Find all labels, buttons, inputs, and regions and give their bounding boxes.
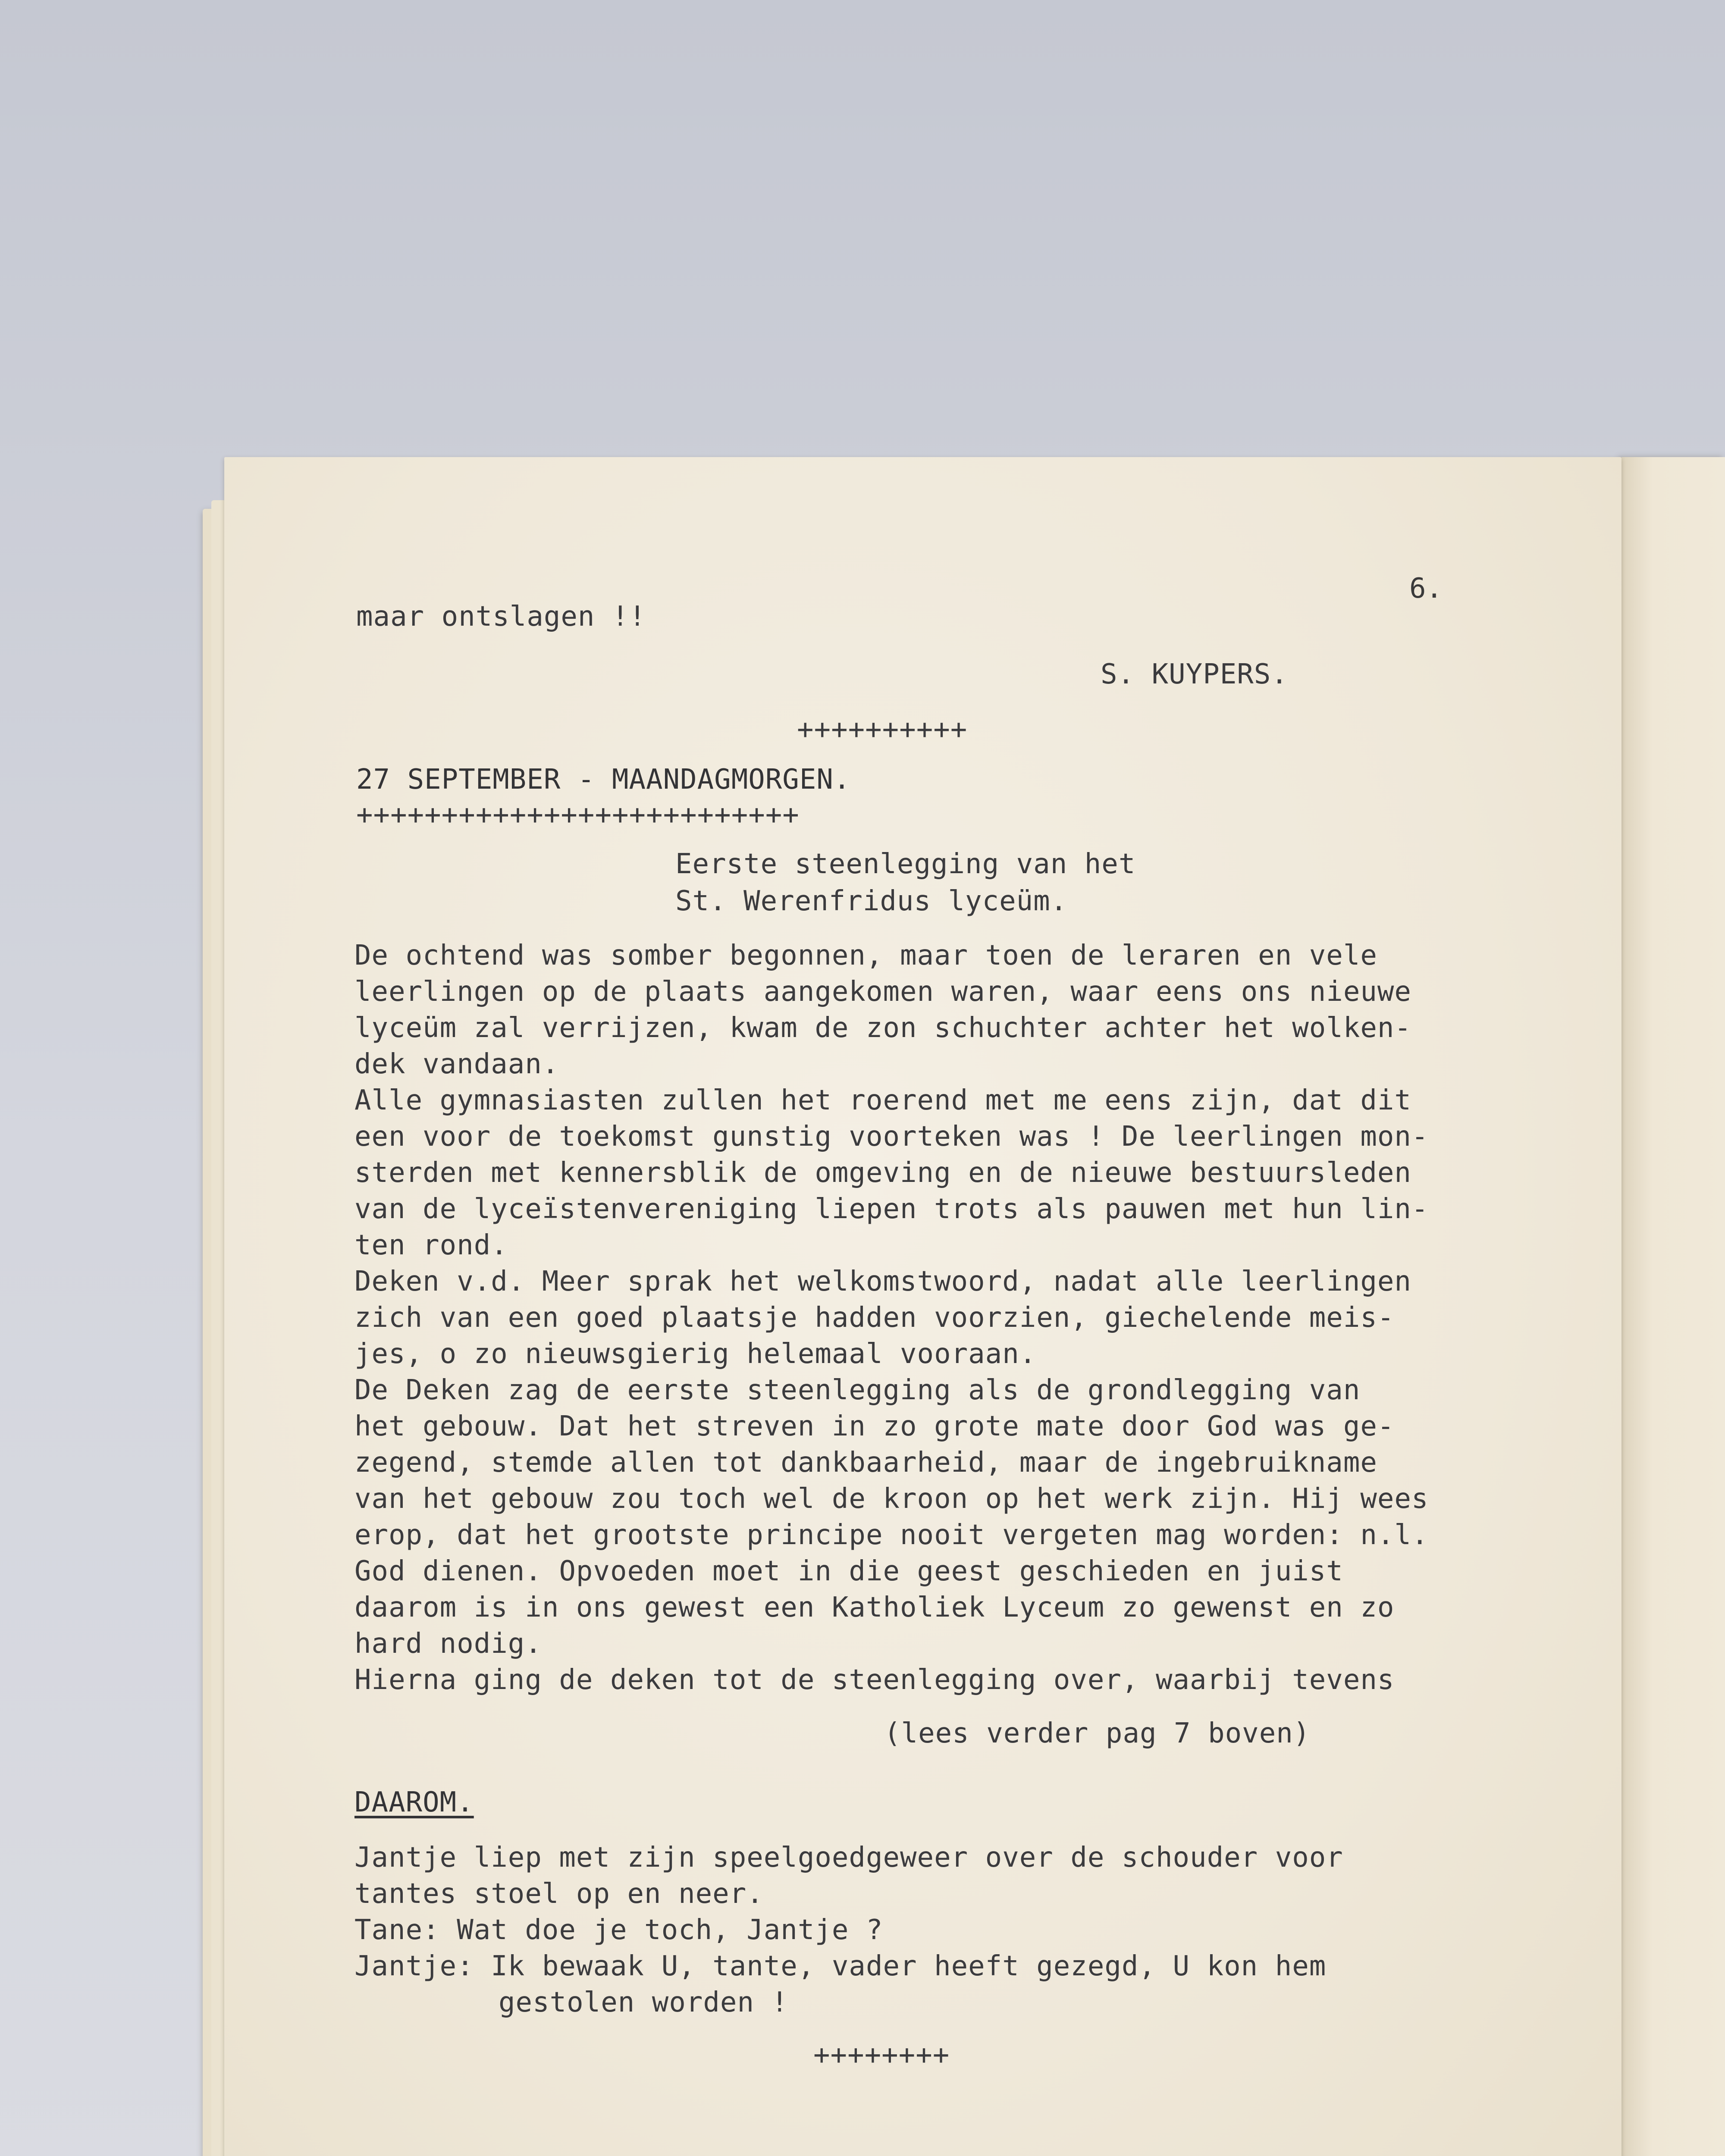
joke-line: tantes stoel op en neer.	[354, 1878, 764, 1910]
joke-line: Jantje: Ik bewaak U, tante, vader heeft gezegd, U kon hem	[354, 1950, 1327, 1982]
article-body-line: daarom is in ons gewest een Katholiek Lyceum zo gewenst en zo	[354, 1592, 1395, 1623]
article-body-line: zich van een goed plaatsje hadden voorzien, giechelende meis-	[354, 1302, 1395, 1334]
joke-heading: DAAROM.	[354, 1786, 474, 1818]
author-signature: S. KUYPERS.	[1101, 658, 1288, 690]
article-body-line: De ochtend was somber begonnen, maar toen de leraren en vele	[354, 940, 1377, 971]
article-body-line: ten rond.	[354, 1229, 508, 1261]
article-body-line: van de lyceïstenvereniging liepen trots als pauwen met hun lin-	[354, 1193, 1429, 1225]
joke-line: Tane: Wat doe je toch, Jantje ?	[354, 1914, 883, 1946]
article-body-line: sterden met kennersblik de omgeving en de nieuwe bestuursleden	[354, 1157, 1411, 1189]
date-heading: 27 SEPTEMBER - MAANDAGMORGEN.	[356, 764, 851, 796]
adjacent-page-edge	[1622, 457, 1725, 2156]
closing-line: maar ontslagen !!	[356, 601, 646, 633]
article-body-line: van het gebouw zou toch wel de kroon op het werk zijn. Hij wees	[354, 1483, 1429, 1515]
continuation-note: (lees verder pag 7 boven)	[884, 1717, 1311, 1749]
article-body-line: Hierna ging de deken tot de steenlegging over, waarbij tevens	[354, 1664, 1395, 1696]
article-body-line: leerlingen op de plaats aangekomen waren, waar eens ons nieuwe	[354, 976, 1411, 1008]
article-title-line: St. Werenfridus lyceüm.	[675, 885, 1068, 917]
article-body-line: het gebouw. Dat het streven in zo grote mate door God was ge-	[354, 1410, 1395, 1442]
article-body-line: zegend, stemde allen tot dankbaarheid, maar de ingebruikname	[354, 1447, 1377, 1479]
article-body-line: God dienen. Opvoeden moet in die geest geschieden en juist	[354, 1555, 1343, 1587]
article-body-line: lyceüm zal verrijzen, kwam de zon schuchter achter het wolken-	[354, 1012, 1411, 1044]
joke-divider: ++++++++	[813, 2039, 950, 2071]
joke-line: Jantje liep met zijn speelgoedgeweer over de schouder voor	[354, 1842, 1343, 1874]
date-heading-underline: ++++++++++++++++++++++++++	[356, 799, 800, 831]
article-body-line: Alle gymnasiasten zullen het roerend met me eens zijn, dat dit	[354, 1084, 1411, 1116]
section-divider: ++++++++++	[797, 714, 968, 746]
article-body-line: jes, o zo nieuwsgierig helemaal vooraan.	[354, 1338, 1037, 1370]
page-number: 6.	[1409, 573, 1443, 605]
article-body-line: De Deken zag de eerste steenlegging als de grondlegging van	[354, 1374, 1361, 1406]
article-body-line: hard nodig.	[354, 1628, 542, 1660]
article-body-line: Deken v.d. Meer sprak het welkomstwoord, nadat alle leerlingen	[354, 1266, 1411, 1297]
article-body-line: dek vandaan.	[354, 1048, 559, 1080]
article-body-line: erop, dat het grootste principe nooit vergeten mag worden: n.l.	[354, 1519, 1429, 1551]
article-body-line: een voor de toekomst gunstig voorteken was ! De leerlingen mon-	[354, 1121, 1429, 1153]
joke-line: gestolen worden !	[499, 1987, 789, 2018]
article-title-line: Eerste steenlegging van het	[675, 848, 1136, 880]
